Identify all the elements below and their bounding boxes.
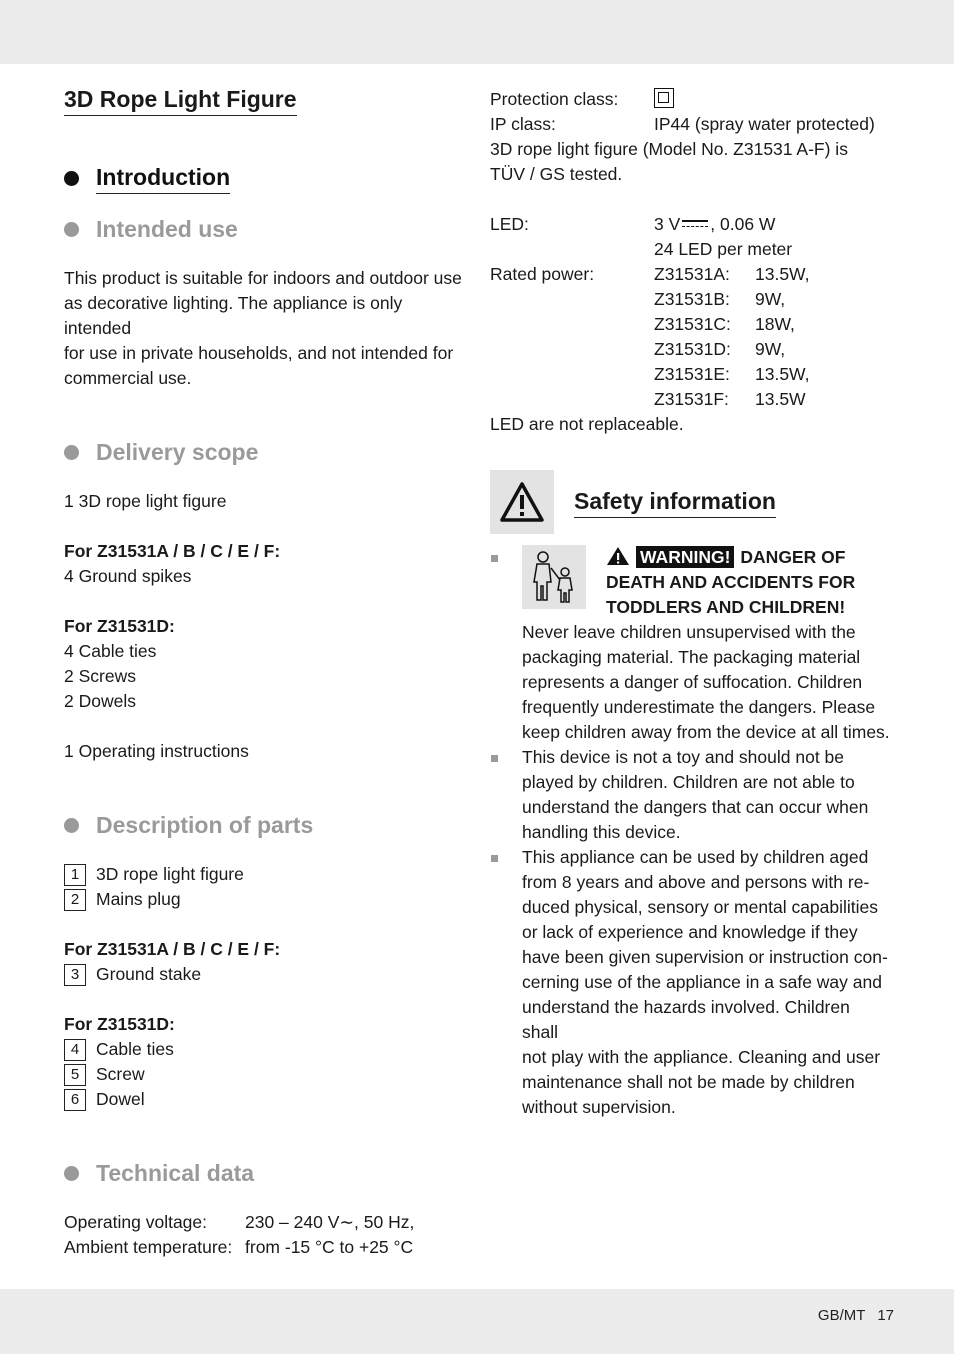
bullet-square-icon: [491, 755, 498, 762]
delivery-item: 1 Operating instructions: [64, 741, 249, 761]
text-line: 3D rope light figure (Model No. Z31531 A-F) is: [490, 139, 848, 159]
part-label: 3D rope light figure: [96, 864, 244, 884]
led-voltage: 3 V: [654, 214, 681, 234]
section-title: Delivery scope: [96, 439, 259, 465]
dc-current-icon: [682, 218, 708, 230]
part-number: 2: [64, 889, 86, 911]
protection-class-row: [490, 87, 890, 112]
section-title: Intended use: [96, 216, 238, 242]
part-row: [64, 887, 464, 912]
part-row: [64, 962, 464, 987]
warning-text: [606, 545, 855, 620]
rated-power-row: [490, 287, 890, 312]
warning-line: DEATH AND ACCIDENTS FOR: [606, 572, 856, 593]
led-per-meter-row: [490, 237, 890, 262]
safety-header: [490, 467, 890, 537]
text-line: as decorative lighting. The appliance is only intended: [64, 293, 403, 338]
spec-value: 24 LED per meter: [654, 239, 793, 259]
section-description-of-parts: [64, 810, 464, 840]
part-row: [64, 1062, 464, 1087]
delivery-item: 4 Cable ties: [64, 641, 157, 661]
text-line: commercial use.: [64, 368, 192, 388]
text-line: for use in private households, and not intended for: [64, 343, 454, 363]
tech-key: Ambient temperature:: [64, 1237, 233, 1257]
part-label: Cable ties: [96, 1039, 174, 1059]
tech-row: [64, 1235, 464, 1260]
rated-power: 13.5W,: [755, 364, 810, 384]
rated-power: 9W,: [755, 339, 786, 359]
rated-model: Z31531D:: [654, 339, 731, 359]
section-title: Technical data: [96, 1160, 255, 1186]
bottom-band: [0, 1289, 954, 1354]
safety-bullet: [490, 745, 890, 845]
section-title: Description of parts: [96, 812, 314, 838]
part-number: 4: [64, 1039, 86, 1061]
rated-power: 9W,: [755, 289, 786, 309]
text-line: represents a danger of suffocation. Children: [522, 672, 863, 693]
section-title: Safety information: [574, 486, 776, 518]
led-wattage: , 0.06 W: [710, 214, 776, 234]
text-line: frequently underestimate the dangers. Please: [522, 697, 876, 718]
part-number: 3: [64, 964, 86, 986]
bullet-dot-icon: [64, 445, 79, 460]
rated-power: 13.5W: [755, 389, 806, 409]
bullet-dot-icon: [64, 171, 79, 186]
spec-key: Rated power:: [490, 264, 595, 284]
text-line: have been given supervision or instruction con-: [522, 947, 888, 968]
protection-class-icon: [654, 87, 674, 112]
text-line: LED are not replaceable.: [490, 414, 684, 434]
warning-triangle-icon: [606, 546, 630, 566]
tech-row: [64, 1210, 464, 1235]
bullet-square-icon: [491, 855, 498, 862]
rated-power-row: [490, 337, 890, 362]
top-band: [0, 0, 954, 64]
part-label: Ground stake: [96, 964, 202, 984]
part-row: [64, 862, 464, 887]
part-label: Screw: [96, 1064, 145, 1084]
safety-bullet: [490, 545, 890, 745]
part-row: [64, 1087, 464, 1112]
warning-line: DANGER OF: [740, 547, 846, 568]
part-label: Dowel: [96, 1089, 145, 1109]
rated-model: Z31531E:: [654, 364, 730, 384]
led-row: [490, 212, 890, 237]
right-column: [490, 87, 890, 1120]
text-line: without supervision.: [522, 1097, 676, 1118]
spec-value: IP44 (spray water protected): [654, 114, 875, 134]
text-line: or lack of experience and knowledge if they: [522, 922, 858, 943]
rated-model: Z31531F:: [654, 389, 729, 409]
part-number: 5: [64, 1064, 86, 1086]
text-line: packaging material. The packaging material: [522, 647, 861, 668]
spec-key: IP class:: [490, 114, 556, 134]
bullet-square-icon: [491, 555, 498, 562]
delivery-item: 1 3D rope light figure: [64, 491, 227, 511]
safety-bullet: [490, 845, 890, 1120]
section-introduction: [64, 162, 464, 194]
rated-power: 18W,: [755, 314, 795, 334]
text-line: handling this device.: [522, 822, 681, 843]
rated-power-row: [490, 362, 890, 387]
ip-class-row: [490, 112, 890, 137]
child-hazard-icon: [522, 545, 586, 609]
text-line: from 8 years and above and persons with re-: [522, 872, 870, 893]
rated-model: Z31531A:: [654, 264, 730, 284]
text-line: duced physical, sensory or mental capabilities: [522, 897, 879, 918]
text-line: not play with the appliance. Cleaning and user: [522, 1047, 881, 1068]
warning-triangle-icon: [490, 470, 554, 534]
tech-value: 230 – 240 V∼, 50 Hz,: [245, 1212, 415, 1232]
page-number: 17: [877, 1307, 894, 1324]
delivery-group-label: For Z31531A / B / C / E / F:: [64, 541, 281, 561]
warning-badge: WARNING!: [636, 546, 734, 568]
spec-key: Protection class:: [490, 89, 619, 109]
rated-power-row: [490, 312, 890, 337]
rated-power-row: [490, 262, 890, 287]
rated-model: Z31531C:: [654, 314, 731, 334]
text-line: maintenance shall not be made by children: [522, 1072, 855, 1093]
intended-use-text: [64, 266, 464, 391]
text-line: Never leave children unsupervised with the: [522, 622, 856, 643]
parts-group-label: For Z31531D:: [64, 1014, 175, 1034]
text-line: This appliance can be used by children aged: [522, 847, 869, 868]
warning-line: TODDLERS AND CHILDREN!: [606, 597, 846, 618]
child-warning: [522, 545, 890, 620]
rated-power-row: [490, 387, 890, 412]
text-line: keep children away from the device at all times.: [522, 722, 890, 743]
page-footer: [818, 1303, 894, 1328]
part-number: 6: [64, 1089, 86, 1111]
section-intended-use: [64, 214, 464, 244]
parts-group-label: For Z31531A / B / C / E / F:: [64, 939, 281, 959]
led-value: [654, 212, 775, 237]
part-label: Mains plug: [96, 889, 181, 909]
bullet-dot-icon: [64, 222, 79, 237]
tech-value: from -15 °C to +25 °C: [245, 1237, 414, 1257]
left-column: [64, 84, 464, 1260]
delivery-item: 4 Ground spikes: [64, 566, 192, 586]
section-title: Introduction: [96, 162, 230, 194]
delivery-group-label: For Z31531D:: [64, 616, 175, 636]
text-line: This product is suitable for indoors and outdoor use: [64, 268, 462, 288]
tech-key: Operating voltage:: [64, 1212, 208, 1232]
rated-model: Z31531B:: [654, 289, 730, 309]
bullet-dot-icon: [64, 1166, 79, 1181]
footer-language: GB/MT: [817, 1307, 866, 1324]
part-row: [64, 1037, 464, 1062]
section-delivery-scope: [64, 437, 464, 467]
delivery-item: 2 Screws: [64, 666, 136, 686]
rated-power: 13.5W,: [755, 264, 810, 284]
text-line: This device is not a toy and should not be: [522, 747, 845, 768]
text-line: cerning use of the appliance in a safe way and: [522, 972, 882, 993]
document-title: 3D Rope Light Figure: [64, 84, 297, 116]
text-line: understand the hazards involved. Children shall: [522, 997, 850, 1043]
text-line: understand the dangers that can occur when: [522, 797, 869, 818]
section-technical-data: [64, 1158, 464, 1188]
bullet-dot-icon: [64, 818, 79, 833]
text-line: TÜV / GS tested.: [490, 164, 623, 184]
part-number: 1: [64, 864, 86, 886]
delivery-item: 2 Dowels: [64, 691, 136, 711]
text-line: played by children. Children are not able to: [522, 772, 855, 793]
spec-key: LED:: [490, 214, 529, 234]
